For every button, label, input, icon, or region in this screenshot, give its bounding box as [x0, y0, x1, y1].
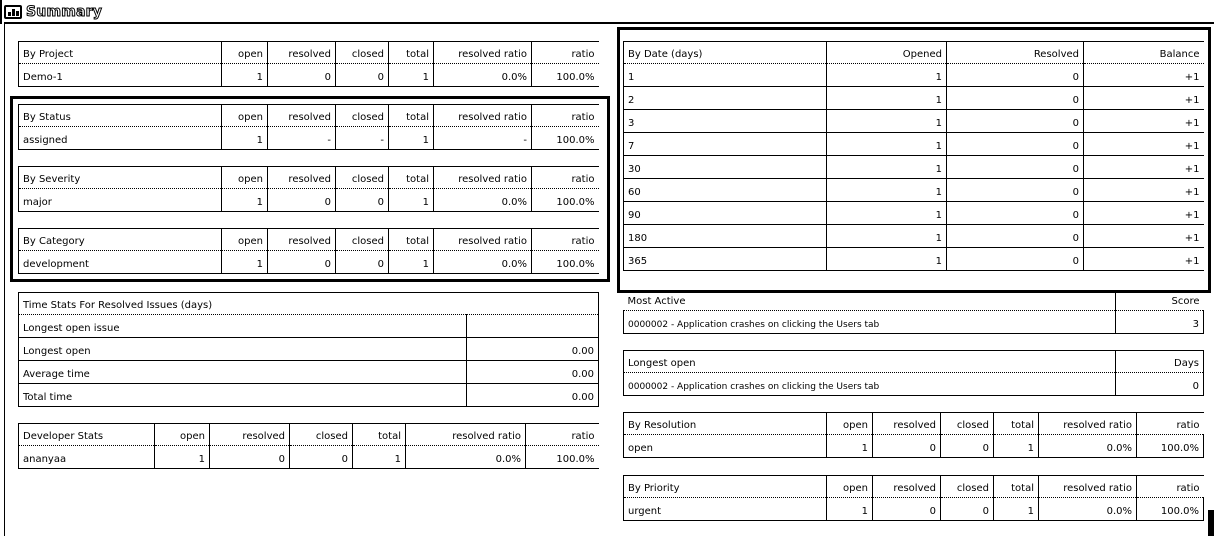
row-name: assigned	[19, 127, 222, 150]
cell-resolved-ratio: 0.0%	[434, 251, 532, 274]
cell-ratio: 100.0%	[532, 64, 599, 87]
table-row	[624, 248, 1204, 271]
col-open: open	[222, 167, 268, 189]
col-name: By Resolution	[624, 413, 827, 435]
row-value	[467, 315, 599, 338]
cell-open: 1	[222, 64, 268, 87]
col-resolved-ratio: resolved ratio	[434, 42, 532, 64]
col-closed: closed	[941, 413, 994, 435]
col-closed: closed	[290, 424, 353, 446]
col-name: Developer Stats	[19, 424, 155, 446]
cell-resolved: 0	[947, 133, 1084, 156]
cell-ratio: 100.0%	[532, 127, 599, 150]
cell-closed: 0	[336, 64, 389, 87]
table-row	[624, 110, 1204, 133]
table-header	[19, 42, 599, 64]
col-name: By Status	[19, 105, 222, 127]
by-status-table	[18, 104, 599, 150]
col-resolved: resolved	[873, 476, 941, 498]
cell-days: 0	[1116, 373, 1204, 396]
by-resolution-table	[623, 412, 1204, 458]
by-severity-table	[18, 166, 599, 212]
cell-closed: -	[336, 127, 389, 150]
page-header	[4, 2, 108, 22]
table-header	[624, 42, 1204, 64]
cell-opened: 1	[827, 202, 947, 225]
table-row	[624, 373, 1204, 396]
cell-closed: 0	[941, 498, 994, 521]
col-total: total	[389, 167, 434, 189]
col-closed: closed	[336, 105, 389, 127]
row-name: ananyaa	[19, 446, 155, 469]
time-stats-table	[18, 292, 599, 407]
col-resolved-ratio: resolved ratio	[1039, 413, 1137, 435]
col-resolved-ratio: resolved ratio	[406, 424, 526, 446]
col-resolved: resolved	[873, 413, 941, 435]
cell-score: 3	[1116, 311, 1204, 334]
cell-total: 1	[994, 498, 1039, 521]
col-total: total	[994, 413, 1039, 435]
cell-balance: +1	[1084, 156, 1204, 179]
row-days: 30	[624, 156, 827, 179]
col-score: Score	[1116, 293, 1204, 311]
cell-total: 1	[389, 251, 434, 274]
col-name: By Category	[19, 229, 222, 251]
cell-resolved-ratio: 0.0%	[434, 189, 532, 212]
col-resolved: resolved	[268, 42, 336, 64]
chart-icon	[4, 5, 22, 19]
cell-opened: 1	[827, 248, 947, 271]
table-row	[19, 64, 599, 87]
row-value: 0.00	[467, 384, 599, 407]
cell-ratio: 100.0%	[532, 189, 599, 212]
col-issue: Longest open	[624, 351, 1116, 373]
table-header	[19, 167, 599, 189]
cell-resolved: 0	[268, 251, 336, 274]
cell-resolved: -	[268, 127, 336, 150]
by-project-table	[18, 41, 599, 87]
col-closed: closed	[941, 476, 994, 498]
table-row	[624, 202, 1204, 225]
cell-ratio: 100.0%	[532, 251, 599, 274]
row-days: 180	[624, 225, 827, 248]
cell-resolved: 0	[947, 248, 1084, 271]
col-total: total	[389, 42, 434, 64]
row-name: open	[624, 435, 827, 458]
cell-open: 1	[827, 435, 873, 458]
issue-link[interactable]: 0000002 - Application crashes on clicking the Users tab	[624, 311, 1116, 334]
cell-opened: 1	[827, 179, 947, 202]
cell-opened: 1	[827, 110, 947, 133]
col-resolved: resolved	[210, 424, 290, 446]
col-issue: Most Active	[624, 293, 1116, 311]
cell-balance: +1	[1084, 64, 1204, 87]
col-resolved-ratio: resolved ratio	[434, 229, 532, 251]
cell-resolved: 0	[947, 179, 1084, 202]
cell-open: 1	[827, 498, 873, 521]
col-resolved: resolved	[268, 105, 336, 127]
table-header	[624, 293, 1204, 311]
row-days: 1	[624, 64, 827, 87]
developer-stats-table	[18, 423, 599, 469]
row-days: 2	[624, 87, 827, 110]
table-row	[624, 435, 1204, 458]
col-ratio: ratio	[1137, 413, 1204, 435]
cell-resolved: 0	[873, 435, 941, 458]
col-resolved: resolved	[268, 167, 336, 189]
col-ratio: ratio	[532, 105, 599, 127]
cell-opened: 1	[827, 87, 947, 110]
row-label: Longest open	[19, 338, 467, 361]
cell-resolved-ratio: 0.0%	[406, 446, 526, 469]
col-ratio: ratio	[532, 167, 599, 189]
table-header	[624, 413, 1204, 435]
cell-total: 1	[389, 64, 434, 87]
cell-open: 1	[155, 446, 210, 469]
cell-ratio: 100.0%	[1137, 435, 1204, 458]
row-label: Average time	[19, 361, 467, 384]
table-row	[19, 384, 599, 407]
cell-balance: +1	[1084, 87, 1204, 110]
row-label: Longest open issue	[19, 315, 467, 338]
row-name: urgent	[624, 498, 827, 521]
cell-closed: 0	[290, 446, 353, 469]
col-name: By Severity	[19, 167, 222, 189]
col-total: total	[389, 229, 434, 251]
col-ratio: ratio	[532, 229, 599, 251]
table-header	[624, 476, 1204, 498]
table-row	[624, 64, 1204, 87]
col-closed: closed	[336, 167, 389, 189]
col-days: By Date (days)	[624, 42, 827, 64]
row-name: development	[19, 251, 222, 274]
table-header	[19, 105, 599, 127]
table-header	[19, 229, 599, 251]
col-total: total	[353, 424, 406, 446]
col-open: open	[827, 476, 873, 498]
page-title: Summary	[26, 4, 103, 20]
col-resolved: Resolved	[947, 42, 1084, 64]
cell-balance: +1	[1084, 225, 1204, 248]
cell-closed: 0	[941, 435, 994, 458]
table-row	[19, 189, 599, 212]
cell-resolved: 0	[947, 64, 1084, 87]
table-row	[624, 179, 1204, 202]
table-header	[624, 351, 1204, 373]
cell-opened: 1	[827, 156, 947, 179]
col-total: total	[994, 476, 1039, 498]
cell-resolved: 0	[947, 225, 1084, 248]
by-priority-table	[623, 475, 1204, 521]
cell-total: 1	[389, 127, 434, 150]
cell-balance: +1	[1084, 110, 1204, 133]
table-row	[624, 133, 1204, 156]
cell-closed: 0	[336, 189, 389, 212]
cell-opened: 1	[827, 225, 947, 248]
cell-open: 1	[222, 251, 268, 274]
by-date-table	[623, 41, 1204, 271]
col-balance: Balance	[1084, 42, 1204, 64]
col-name: By Project	[19, 42, 222, 64]
table-row	[19, 446, 599, 469]
cell-ratio: 100.0%	[1137, 498, 1204, 521]
row-value: 0.00	[467, 338, 599, 361]
by-category-table	[18, 228, 599, 274]
cell-open: 1	[222, 127, 268, 150]
col-open: open	[222, 42, 268, 64]
cell-resolved: 0	[268, 189, 336, 212]
cell-balance: +1	[1084, 133, 1204, 156]
cell-resolved-ratio: 0.0%	[1039, 435, 1137, 458]
col-resolved-ratio: resolved ratio	[1039, 476, 1137, 498]
cell-total: 1	[994, 435, 1039, 458]
cell-opened: 1	[827, 64, 947, 87]
col-resolved: resolved	[268, 229, 336, 251]
col-days: Days	[1116, 351, 1204, 373]
cell-resolved: 0	[947, 110, 1084, 133]
row-days: 90	[624, 202, 827, 225]
table-row	[624, 87, 1204, 110]
cell-balance: +1	[1084, 248, 1204, 271]
table-header	[19, 293, 599, 315]
most-active-table	[623, 292, 1204, 334]
row-name: Demo-1	[19, 64, 222, 87]
cell-resolved-ratio: -	[434, 127, 532, 150]
table-row	[624, 498, 1204, 521]
cell-resolved: 0	[947, 202, 1084, 225]
cell-opened: 1	[827, 133, 947, 156]
cell-total: 1	[389, 189, 434, 212]
col-resolved-ratio: resolved ratio	[434, 105, 532, 127]
col-ratio: ratio	[532, 42, 599, 64]
col-open: open	[155, 424, 210, 446]
cell-open: 1	[222, 189, 268, 212]
row-value: 0.00	[467, 361, 599, 384]
row-days: 7	[624, 133, 827, 156]
table-row	[624, 225, 1204, 248]
scrollbar-edge[interactable]	[1208, 510, 1214, 536]
row-days: 60	[624, 179, 827, 202]
table-row	[624, 311, 1204, 334]
cell-total: 1	[353, 446, 406, 469]
col-resolved-ratio: resolved ratio	[434, 167, 532, 189]
cell-resolved: 0	[873, 498, 941, 521]
cell-resolved: 0	[268, 64, 336, 87]
cell-resolved-ratio: 0.0%	[434, 64, 532, 87]
table-row	[19, 338, 599, 361]
longest-open-table	[623, 350, 1204, 396]
col-ratio: ratio	[1137, 476, 1204, 498]
table-row	[19, 127, 599, 150]
table-header	[19, 424, 599, 446]
cell-ratio: 100.0%	[526, 446, 599, 469]
col-total: total	[389, 105, 434, 127]
cell-balance: +1	[1084, 202, 1204, 225]
row-label: Total time	[19, 384, 467, 407]
cell-resolved-ratio: 0.0%	[1039, 498, 1137, 521]
col-ratio: ratio	[526, 424, 599, 446]
cell-resolved: 0	[210, 446, 290, 469]
col-opened: Opened	[827, 42, 947, 64]
table-row	[19, 251, 599, 274]
table-row	[19, 361, 599, 384]
cell-closed: 0	[336, 251, 389, 274]
row-days: 365	[624, 248, 827, 271]
row-name: major	[19, 189, 222, 212]
table-row	[19, 315, 599, 338]
col-open: open	[222, 105, 268, 127]
time-stats-title: Time Stats For Resolved Issues (days)	[19, 293, 599, 315]
row-days: 3	[624, 110, 827, 133]
col-open: open	[222, 229, 268, 251]
cell-resolved: 0	[947, 156, 1084, 179]
issue-link[interactable]: 0000002 - Application crashes on clicking the Users tab	[624, 373, 1116, 396]
cell-balance: +1	[1084, 179, 1204, 202]
col-name: By Priority	[624, 476, 827, 498]
cell-resolved: 0	[947, 87, 1084, 110]
col-open: open	[827, 413, 873, 435]
col-closed: closed	[336, 229, 389, 251]
table-row	[624, 156, 1204, 179]
col-closed: closed	[336, 42, 389, 64]
